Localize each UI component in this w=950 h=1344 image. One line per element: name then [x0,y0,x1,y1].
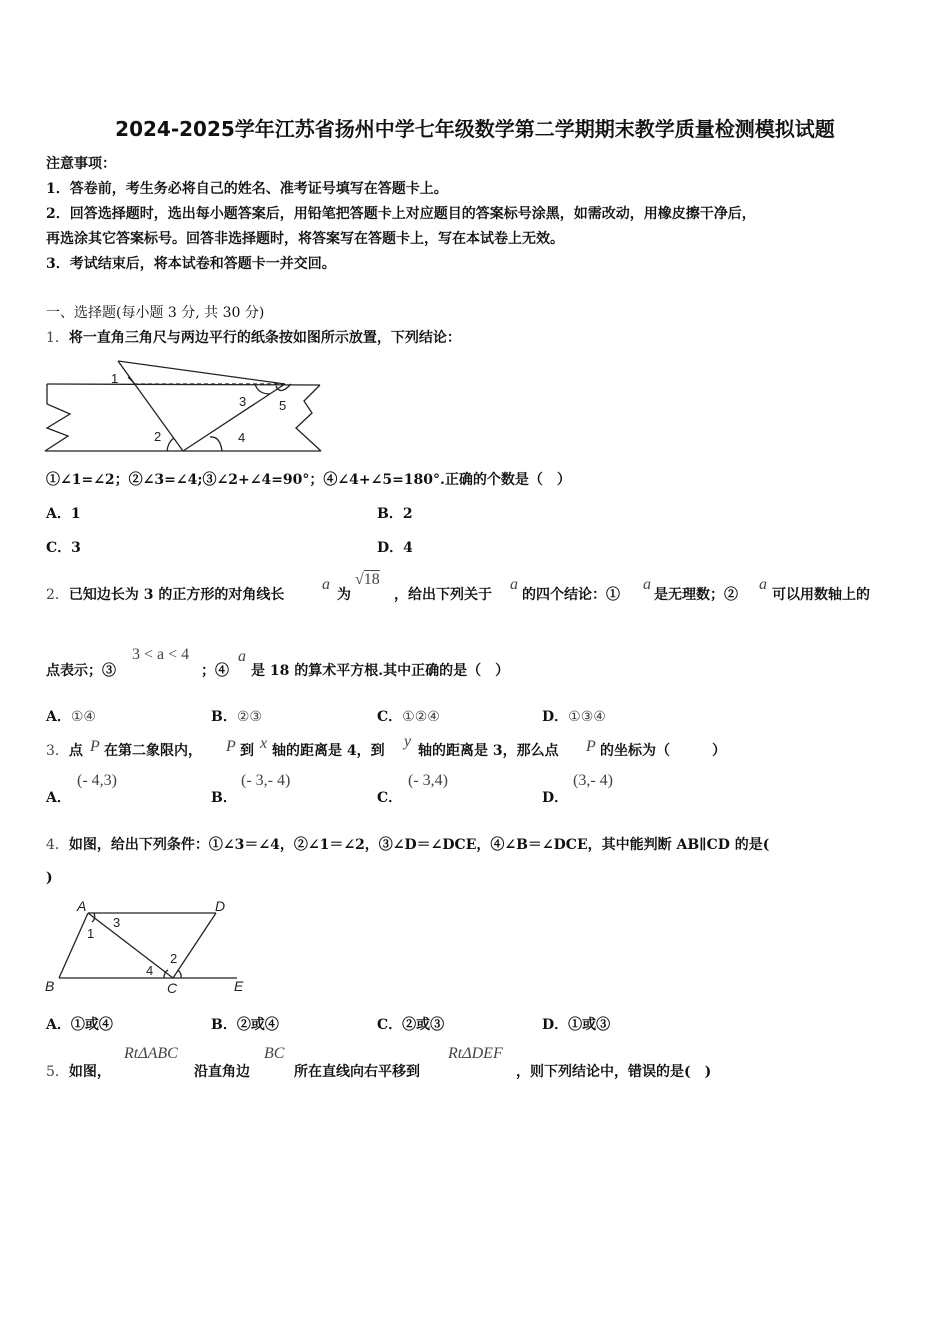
q3-option-c-label[interactable]: C． [377,790,403,806]
q2-var-a-2: a [510,576,518,593]
q2-inequality: 3 < a < 4 [132,646,190,663]
q1-option-c[interactable]: C．3 [46,540,81,556]
q4-option-c[interactable]: C．②或③ [377,1017,445,1033]
question-1-stem [46,327,461,347]
q2-var-a-5: a [238,648,246,665]
q3-option-a-label[interactable]: A． [46,790,71,806]
q5-math-rt-abc: RtΔABC [124,1045,178,1062]
q4-option-d[interactable]: D．①或③ [542,1017,611,1033]
q5-text-3: 所在直线向右平移到 [294,1064,420,1080]
q3-var-p-1: P [90,738,100,755]
q3-option-a-value: (- 4,3) [77,772,117,789]
fig-label-3: 3 [113,915,121,930]
notice-item-1: 1．答卷前，考生务必将自己的姓名、准考证号填写在答题卡上。 [46,181,448,197]
angle-3-arc [255,384,270,394]
strip-right-zigzag [296,385,321,451]
angle-1-arc [128,377,135,384]
segment-ac [88,913,173,978]
fig-label-4: 4 [238,430,246,445]
fig-label-3: 3 [239,394,247,409]
strip-left-zigzag [45,384,70,451]
q2-var-a-1: a [322,576,330,593]
question-number: 5． [46,1064,69,1080]
question-4-stem: 4．如图，给出下列条件：①∠3＝∠4，②∠1＝∠2，③∠D＝∠DCE，④∠B＝∠DCE，其中能判断 AB∥CD 的是( [46,837,770,853]
q2-text-wei: 为 [337,587,351,603]
fig-label-e: E [234,978,244,994]
segment-dc [173,913,216,978]
angle-arc-c-right [178,970,181,978]
angle-4-arc [210,437,222,451]
q2-text-l2-2: ；④ [201,663,229,679]
question-number: 2． [46,587,69,603]
q3-var-p-3: P [586,738,596,755]
q2-option-a[interactable]: A．①④ [46,709,96,725]
fig-label-5: 5 [279,398,287,413]
fig-label-2: 2 [154,429,162,444]
q3-option-d-label[interactable]: D． [542,790,569,806]
question-1-conclusions: ①∠1=∠2；②∠3=∠4;③∠2+∠4=90°；④∠4+∠5=180°.正确的个数是（ ） [46,472,571,488]
q3-text-5: 轴的距离是 3，那么点 [418,743,559,759]
question-number: 3． [46,743,69,759]
q3-option-b-value: (- 3,- 4) [241,772,291,789]
q2-option-b[interactable]: B．②③ [211,709,262,725]
fig-label-c: C [167,980,178,996]
question-2-line-1: 2．已知边长为 3 的正方形的对角线长 [46,587,285,603]
q3-text-4: 轴的距离是 4，到 [272,743,385,759]
q5-text-4: ，则下列结论中，错误的是( ) [516,1064,712,1080]
question-number: 1． [46,330,69,346]
question-text: 将一直角三角尺与两边平行的纸条按如图所示放置，下列结论： [68,330,461,346]
q3-var-y: y [404,733,412,750]
question-number: 4． [46,837,69,853]
q4-option-b[interactable]: B．②或④ [211,1017,279,1033]
fig-label-b: B [45,978,55,994]
q3-text-6: 的坐标为（ ） [600,743,726,759]
q2-text-3: ，给出下列关于 [394,587,492,603]
q5-math-rt-def: RtΔDEF [448,1045,503,1062]
q4-option-a[interactable]: A．①或④ [46,1017,113,1033]
q1-option-b[interactable]: B．2 [377,506,413,522]
fig-label-a: A [77,898,87,914]
q1-figure [40,356,330,456]
notice-heading: 注意事项： [46,156,116,172]
fig-label-4: 4 [146,963,154,978]
q2-option-d[interactable]: D．①③④ [542,709,606,725]
question-5-stem-1: 5．如图， [46,1064,111,1080]
q3-var-p-2: P [226,738,236,755]
fig-label-2: 2 [170,951,178,966]
section-heading: 一、选择题(每小题 3 分, 共 30 分) [46,305,265,321]
question-3-stem-1: 3．点 [46,743,83,759]
q2-text-4: 的四个结论：① [522,587,620,603]
q2-option-c[interactable]: C．①②④ [377,709,440,725]
q2-text-l2-3: 是 18 的算术平方根.其中正确的是（ ） [251,663,510,679]
q2-text-5: 是无理数；② [654,587,738,603]
q5-math-bc: BC [264,1045,285,1062]
q4-figure [40,894,255,996]
question-2-line-2: 点表示；③ [46,663,116,679]
q3-text-3: 到 [240,743,254,759]
q2-var-a-3: a [643,576,651,593]
triangle-top-side [118,361,285,384]
q2-sqrt-18: √18 [355,571,380,588]
page-title: 2024-2025学年江苏省扬州中学七年级数学第二学期期末教学质量检测模拟试题 [115,117,835,141]
fig-label-1: 1 [87,926,95,941]
q3-text-2: 在第二象限内， [104,743,202,759]
q2-text-6: 可以用数轴上的 [772,587,870,603]
triangle-left-side [118,361,183,451]
notice-item-2-cont: 再选涂其它答案标号。回答非选择题时，将答案写在答题卡上，写在本试卷上无效。 [46,231,564,247]
q2-var-a-4: a [759,576,767,593]
angle-2-arc [167,438,174,451]
q3-option-b-label[interactable]: B． [211,790,237,806]
fig-label-d: D [215,898,226,914]
q1-option-d[interactable]: D．4 [377,540,413,556]
q1-option-a[interactable]: A．1 [46,506,81,522]
q3-option-c-value: (- 3,4) [408,772,448,789]
notice-item-2: 2．回答选择题时，选出每小题答案后，用铅笔把答题卡上对应题目的答案标号涂黑，如需改动，用橡皮擦干净后， [46,206,756,222]
question-4-stem-end: ) [46,870,53,886]
fig-label-1: 1 [111,371,119,386]
q3-var-x: x [260,735,268,752]
notice-item-3: 3．考试结束后，将本试卷和答题卡一并交回。 [46,256,336,272]
segment-ab [59,913,88,978]
q3-option-d-value: (3,- 4) [573,772,613,789]
q5-text-2: 沿直角边 [194,1064,250,1080]
